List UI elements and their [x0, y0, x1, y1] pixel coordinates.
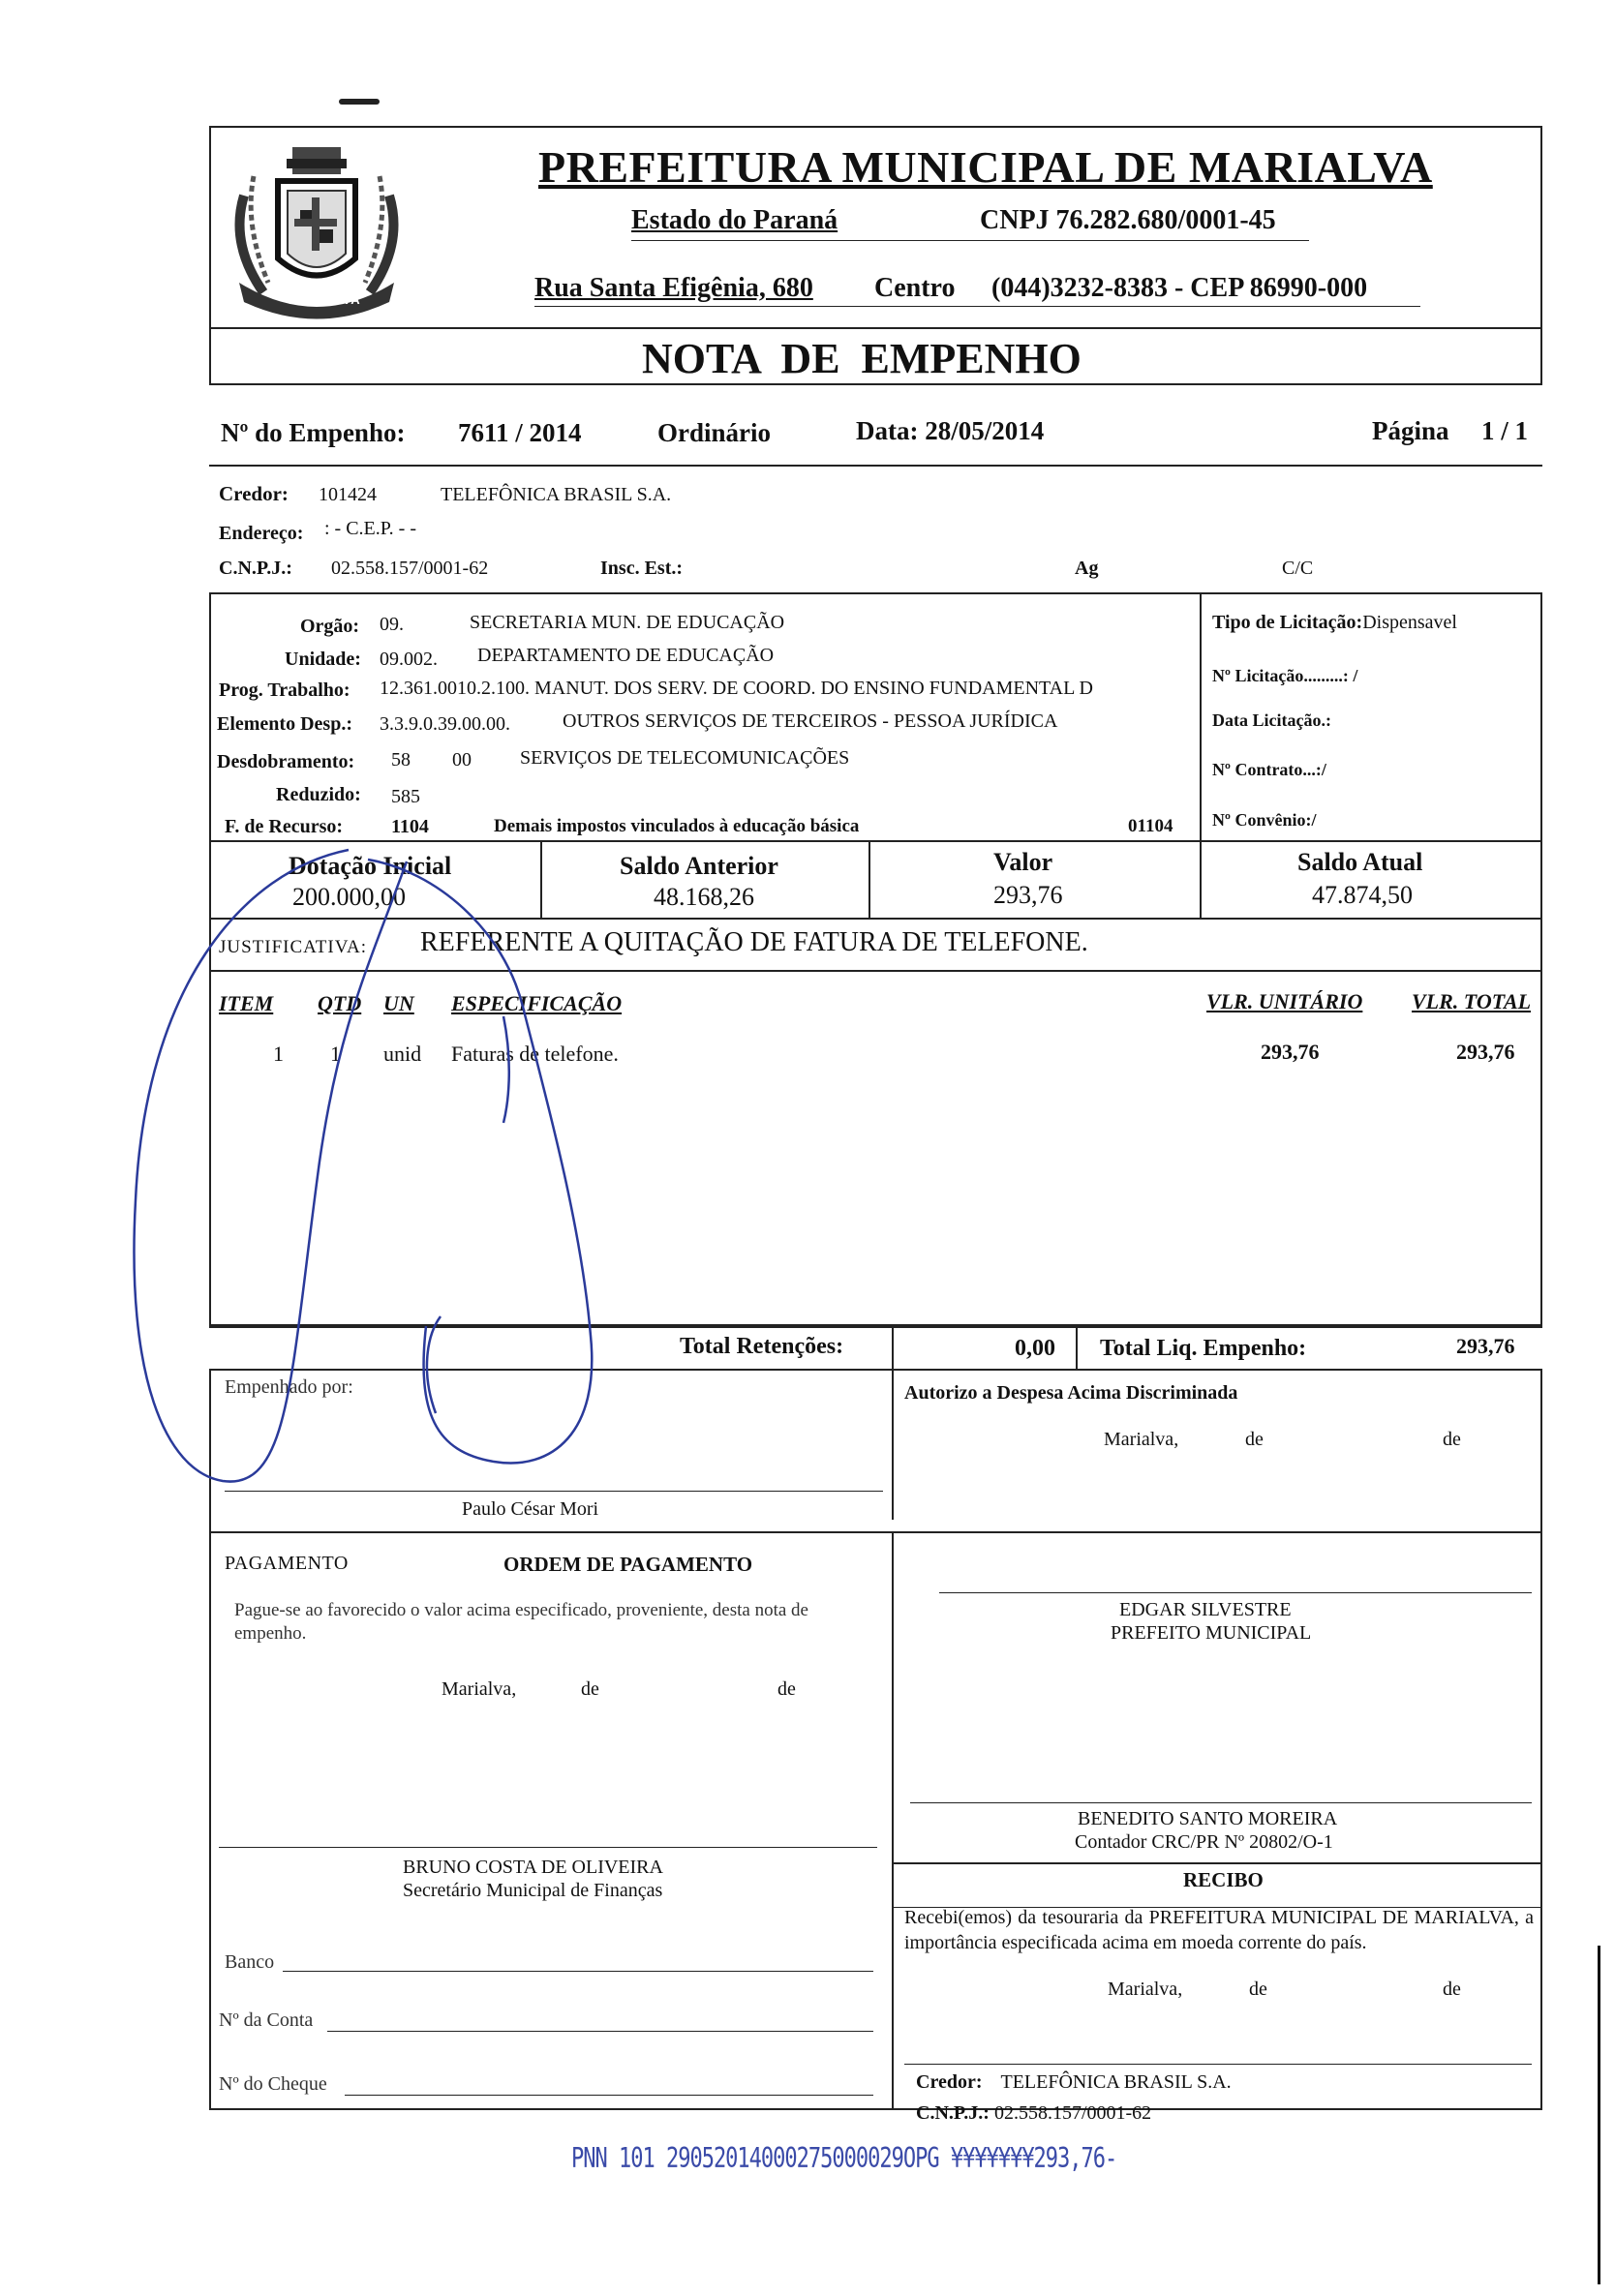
cnpj-value: 02.558.157/0001-62	[331, 558, 489, 579]
page-label: Página	[1372, 416, 1449, 445]
desdobramento-code2: 00	[452, 749, 472, 770]
orgao-name: SECRETARIA MUN. DE EDUCAÇÃO	[470, 612, 785, 633]
recibo-divider	[892, 1862, 1542, 1864]
recibo-de2: de	[1443, 1979, 1461, 2000]
row-qtd: 1	[330, 1042, 341, 1066]
pagamento-de2: de	[777, 1678, 796, 1700]
signature-box	[209, 1369, 1542, 1533]
ag-label: Ag	[1075, 558, 1099, 579]
liquido-label: Total Liq. Empenho:	[1100, 1336, 1307, 1361]
orgao-label: Orgão:	[300, 616, 360, 637]
saldo-atual-value: 47.874,50	[1312, 881, 1413, 909]
elemento-name: OUTROS SERVIÇOS DE TERCEIROS - PESSOA JURÍDICA	[563, 710, 1058, 732]
retencoes-label: Total Retenções:	[680, 1334, 844, 1359]
fonte-code2: 01104	[1128, 816, 1173, 836]
header-divider	[209, 327, 1542, 329]
recibo-cnpj-value: 02.558.157/0001-62	[993, 2102, 1152, 2124]
credor-name: TELEFÔNICA BRASIL S.A.	[441, 484, 672, 505]
elemento-code: 3.3.9.0.39.00.00.	[380, 713, 510, 735]
document-title: NOTA DE EMPENHO	[642, 335, 1082, 382]
amounts-divider-1	[540, 842, 542, 920]
amounts-divider-3	[1200, 842, 1202, 920]
prog-code: 12.361.0010.2.100.	[380, 678, 530, 699]
pagamento-de1: de	[581, 1678, 599, 1700]
saldo-anterior-value: 48.168,26	[654, 883, 754, 911]
desdobramento-name: SERVIÇOS DE TELECOMUNICAÇÕES	[520, 747, 850, 769]
row-unit-value: 293,76	[1261, 1040, 1320, 1064]
col-header-total-value: VLR. TOTAL	[1412, 989, 1532, 1013]
secretario-title: Secretário Municipal de Finanças	[403, 1880, 663, 1901]
recibo-text: Recebi(emos) da tesouraria da PREFEITURA MUNICIPAL DE MARIALVA, a importância especificada acima em moeda corrente do país.	[904, 1907, 1534, 1953]
district: Centro	[874, 273, 956, 303]
empenho-type: Ordinário	[657, 418, 772, 447]
state-label: Estado do Paraná	[631, 205, 838, 235]
licitacao-tipo-label: Tipo de Licitação:	[1212, 612, 1363, 633]
recibo-de1: de	[1249, 1979, 1267, 2000]
contador-title: Contador CRC/PR Nº 20802/O-1	[1075, 1831, 1333, 1853]
secretario-name: BRUNO COSTA DE OLIVEIRA	[403, 1857, 663, 1878]
autorizo-de2: de	[1443, 1429, 1461, 1450]
saldo-anterior-label: Saldo Anterior	[620, 852, 778, 880]
municipality-title: PREFEITURA MUNICIPAL DE MARIALVA	[538, 142, 1433, 192]
recibo-cnpj-label: C.N.P.J.:	[916, 2102, 990, 2124]
pagamento-label: PAGAMENTO	[225, 1553, 349, 1574]
autorizo-de1: de	[1245, 1429, 1264, 1450]
insc-label: Insc. Est.:	[600, 558, 684, 579]
contador-signature-line	[910, 1802, 1532, 1803]
valor-value: 293,76	[993, 881, 1063, 909]
credor-signature-line	[904, 2064, 1532, 2065]
prog-name: MANUT. DOS SERV. DE COORD. DO ENSINO FUNDAMENTAL D	[534, 678, 1094, 699]
col-header-un: UN	[383, 991, 414, 1015]
phone-cep: (044)3232-8383 - CEP 86990-000	[991, 273, 1368, 303]
scan-mark	[339, 99, 380, 105]
row-total-value: 293,76	[1456, 1040, 1515, 1064]
address-underline	[534, 306, 1420, 307]
contrato-number: Nº Contrato...:/	[1212, 760, 1326, 779]
cheque-field[interactable]	[345, 2095, 873, 2096]
autorizo-title: Autorizo a Despesa Acima Discriminada	[904, 1382, 1238, 1404]
payment-stamp: PNN 101 29052014000275000029OPG ¥¥¥¥¥¥¥293,76-	[571, 2143, 1117, 2175]
scan-edge	[1598, 1946, 1600, 2284]
prefeito-signature-line	[939, 1592, 1532, 1593]
row-spec: Faturas de telefone.	[451, 1042, 619, 1066]
items-box	[209, 920, 1542, 1326]
licitacao-date: Data Licitação.:	[1212, 710, 1331, 730]
col-header-unit-value: VLR. UNITÁRIO	[1206, 989, 1363, 1013]
address-label: Endereço:	[219, 523, 304, 544]
contador-name: BENEDITO SANTO MOREIRA	[1078, 1808, 1338, 1829]
orgao-code: 09.	[380, 614, 404, 635]
row-un: unid	[383, 1042, 422, 1066]
empenhado-label: Empenhado por:	[225, 1376, 353, 1398]
recibo-place: Marialva,	[1108, 1979, 1183, 2000]
pagamento-place: Marialva,	[442, 1678, 517, 1700]
desdobramento-code1: 58	[391, 749, 411, 770]
fonte-code: 1104	[391, 816, 429, 837]
banco-label: Banco	[225, 1951, 275, 1973]
reduzido-label: Reduzido:	[276, 784, 361, 805]
empenho-divider	[209, 465, 1542, 467]
elemento-label: Elemento Desp.:	[217, 713, 352, 735]
pagamento-text: Pague-se ao favorecido o valor acima especificado, proveniente, desta nota de empenho.	[234, 1600, 808, 1644]
col-header-spec: ESPECIFICAÇÃO	[451, 991, 623, 1015]
crest-banner-text: MARIALVA	[289, 292, 361, 307]
recibo-credor	[916, 2071, 1232, 2094]
prefeito-name: EDGAR SILVESTRE	[1119, 1599, 1292, 1620]
unidade-name: DEPARTAMENTO DE EDUCAÇÃO	[477, 645, 775, 666]
empenhado-signer: Paulo César Mori	[462, 1498, 599, 1520]
prefeito-title: PREFEITO MUNICIPAL	[1111, 1622, 1312, 1644]
licitacao-tipo	[1212, 612, 1457, 634]
cheque-label: Nº do Cheque	[219, 2073, 327, 2095]
empenhado-signature-line	[225, 1491, 883, 1492]
licitacao-number: Nº Licitação.........: /	[1212, 666, 1358, 685]
dotacao-label: Dotação Inicial	[289, 852, 452, 880]
pagamento-divider	[892, 1533, 894, 2110]
reduzido-value: 585	[391, 786, 420, 807]
recibo-cnpj	[916, 2102, 1151, 2125]
fonte-label: F. de Recurso:	[225, 816, 344, 837]
convenio-number: Nº Convênio:/	[1212, 810, 1317, 830]
row-item: 1	[273, 1042, 284, 1066]
cnpj-label: C.N.P.J.:	[219, 558, 292, 579]
prog-label: Prog. Trabalho:	[219, 680, 350, 701]
empenho-date: Data: 28/05/2014	[856, 416, 1045, 445]
saldo-atual-label: Saldo Atual	[1297, 848, 1423, 876]
empenho-label: Nº do Empenho:	[221, 418, 406, 447]
valor-label: Valor	[993, 848, 1053, 876]
fonte-name: Demais impostos vinculados à educação básica	[494, 816, 860, 836]
col-header-qtd: QTD	[318, 991, 362, 1015]
street-address: Rua Santa Efigênia, 680	[534, 273, 813, 303]
conta-field[interactable]	[327, 2031, 873, 2032]
state-underline	[631, 240, 1309, 241]
page-value: 1 / 1	[1481, 416, 1529, 445]
amounts-divider-2	[868, 842, 870, 920]
licitacao-divider	[1200, 592, 1202, 842]
totals-top	[209, 1326, 1542, 1328]
address-value: : - C.E.P. - -	[324, 518, 416, 539]
justificativa-text: REFERENTE A QUITAÇÃO DE FATURA DE TELEFONE.	[420, 927, 1088, 957]
col-header-item: ITEM	[219, 991, 274, 1015]
credor-code: 101424	[319, 484, 377, 505]
liquido-value: 293,76	[1456, 1334, 1515, 1358]
recibo-credor-label: Credor:	[916, 2071, 983, 2093]
recibo-credor-value: TELEFÔNICA BRASIL S.A.	[1000, 2071, 1232, 2093]
unidade-label: Unidade:	[285, 649, 361, 670]
justificativa-label: JUSTIFICATIVA:	[219, 937, 368, 957]
crest-logo	[225, 137, 409, 327]
cnpj-header: CNPJ 76.282.680/0001-45	[980, 205, 1276, 235]
items-header-top	[209, 970, 1542, 972]
autorizo-place: Marialva,	[1104, 1429, 1179, 1450]
conta-label: Nº da Conta	[219, 2009, 314, 2031]
empenho-number: 7611 / 2014	[458, 418, 582, 447]
credor-label: Credor:	[219, 482, 289, 505]
dotacao-value: 200.000,00	[292, 883, 406, 911]
ordem-pagamento: ORDEM DE PAGAMENTO	[503, 1553, 753, 1576]
recibo-title: RECIBO	[1183, 1868, 1264, 1891]
retencoes-value: 0,00	[1015, 1336, 1055, 1361]
cc-label: C/C	[1282, 558, 1314, 579]
licitacao-tipo-value: Dispensavel	[1362, 612, 1457, 633]
unidade-code: 09.002.	[380, 649, 438, 670]
totals-divider-2	[1076, 1326, 1078, 1369]
banco-field[interactable]	[283, 1971, 873, 1972]
secretario-signature-line	[219, 1847, 877, 1848]
desdobramento-label: Desdobramento:	[217, 751, 355, 772]
